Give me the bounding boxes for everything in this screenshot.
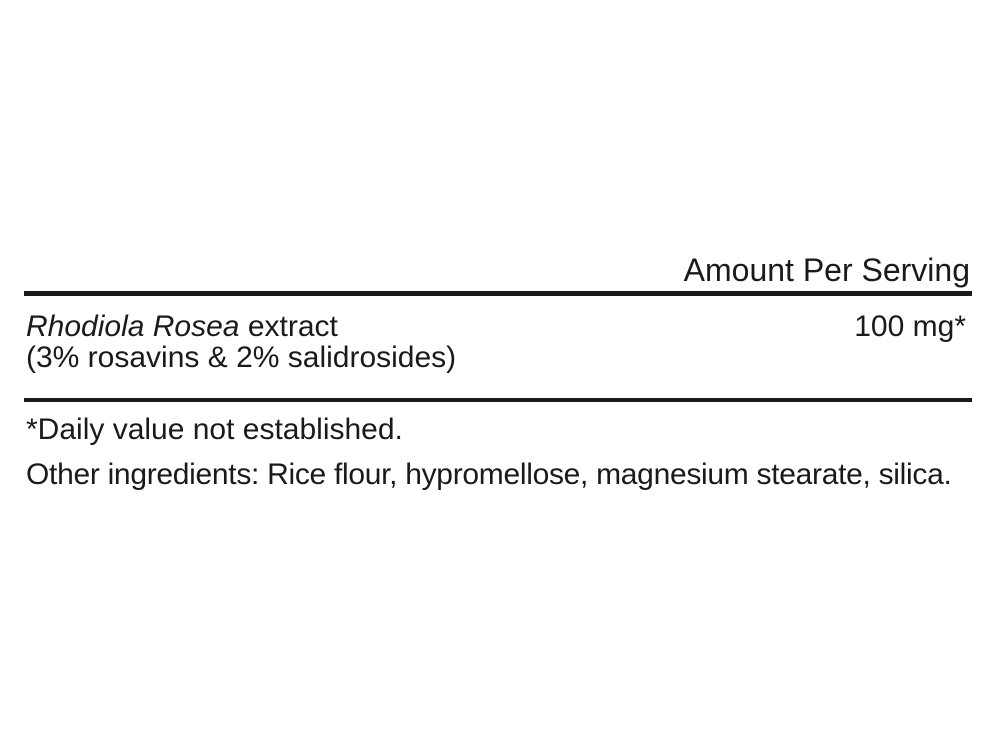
daily-value-footnote: *Daily value not established. (26, 413, 403, 446)
ingredient-divider-rule (24, 398, 972, 402)
other-ingredients-text: Other ingredients: Rice flour, hypromellose, magnesium stearate, silica. (26, 458, 952, 491)
ingredient-name (26, 311, 456, 373)
header-divider-rule (24, 291, 972, 296)
ingredient-amount: 100 mg* (854, 310, 966, 343)
ingredient-name-suffix: extract (239, 310, 338, 343)
ingredient-standardization: (3% rosavins & 2% salidrosides) (26, 341, 457, 374)
ingredient-latin-name: Rhodiola Rosea (26, 310, 240, 343)
amount-per-serving-header: Amount Per Serving (683, 252, 970, 288)
